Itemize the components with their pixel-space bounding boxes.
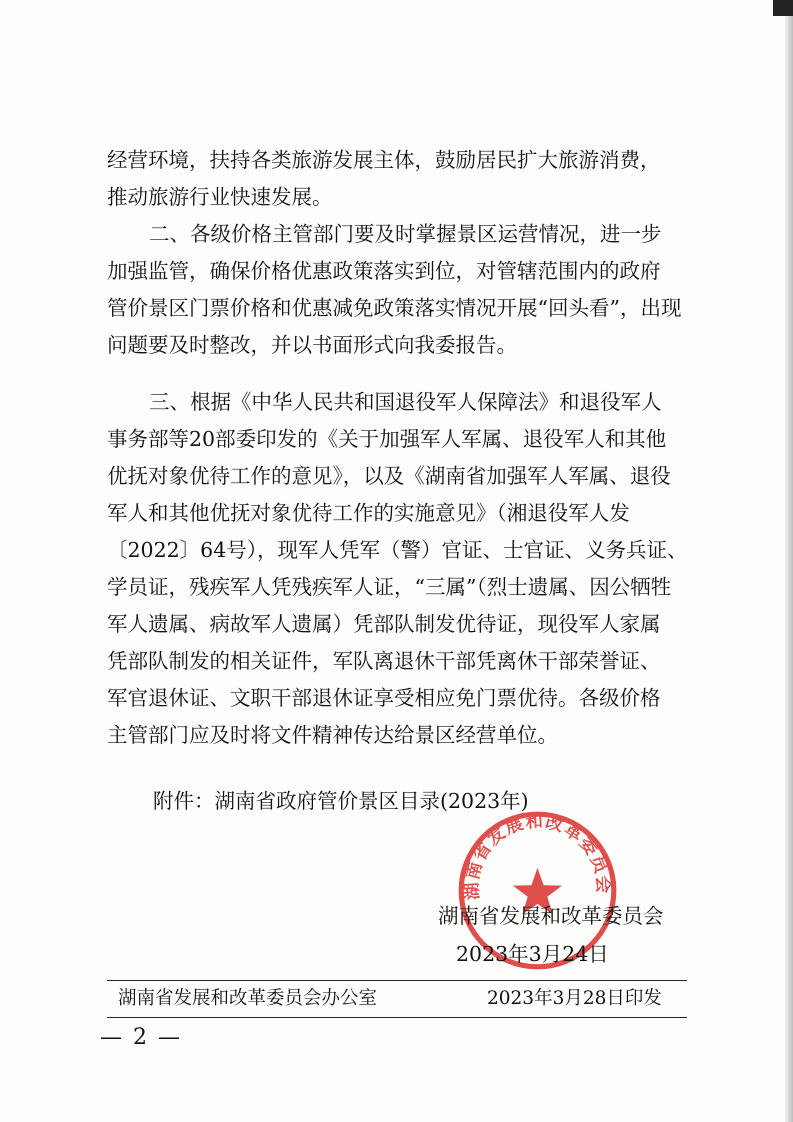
paragraph-line: 优抚对象优待工作的意见》，以及《湖南省加强军人军属、退役 xyxy=(107,464,671,488)
paragraph-line: 主管部门应及时将文件精神传达给景区经营单位。 xyxy=(107,723,558,747)
paragraph-line: 军人遗属、病故军人遗属）凭部队制发优待证，现役军人家属 xyxy=(107,612,661,636)
scan-edge xyxy=(785,0,793,1122)
signature-block xyxy=(438,897,664,973)
signature-date: 2023年3月24日 xyxy=(456,942,609,966)
svg-text:湖南省发展和改革委员会: 湖南省发展和改革委员会 xyxy=(462,811,613,901)
footer-divider xyxy=(107,1017,687,1018)
paragraph-line: 管价景区门票价格和优惠减免政策落实情况开展“回头看”，出现 xyxy=(107,296,682,320)
paragraph-line: 推动旅游行业快速发展。 xyxy=(107,185,333,209)
body-text xyxy=(107,142,687,754)
paragraph-line: 经营环境，扶持各类旅游发展主体，鼓励居民扩大旅游消费， xyxy=(107,148,661,172)
paragraph-line: 三、根据《中华人民共和国退役军人保障法》和退役军人 xyxy=(149,390,662,414)
paragraph-line: 学员证，残疾军人凭残疾军人证，“三属”（烈士遗属、因公牺牲 xyxy=(107,575,672,599)
paragraph-line: 问题要及时整改，并以书面形式向我委报告。 xyxy=(107,333,517,357)
attachment-note: 附件：湖南省政府管价景区目录(2023年) xyxy=(153,789,529,813)
footer-print-date: 2023年3月28日印发 xyxy=(487,988,662,1009)
scan-corner xyxy=(773,0,793,16)
footer-issuer: 湖南省发展和改革委员会办公室 xyxy=(118,988,378,1009)
page-number: — 2 — xyxy=(100,1025,182,1050)
paragraph-line: 加强监管，确保价格优惠政策落实到位，对管辖范围内的政府 xyxy=(107,259,661,283)
paragraph-line: 事务部等20部委印发的《关于加强军人军属、退役军人和其他 xyxy=(107,427,667,451)
paragraph-line: 凭部队制发的相关证件，军队离退休干部凭离休干部荣誉证、 xyxy=(107,649,661,673)
paragraph-line: 二、各级价格主管部门要及时掌握景区运营情况，进一步 xyxy=(149,222,662,246)
paragraph-line: 军官退休证、文职干部退休证享受相应免门票优待。各级价格 xyxy=(107,686,661,710)
signature-org: 湖南省发展和改革委员会 xyxy=(438,904,664,928)
footer-divider xyxy=(107,980,687,981)
paragraph-line: 〔2022〕64号），现军人凭军（警）官证、士官证、义务兵证、 xyxy=(107,538,688,562)
paragraph-line: 军人和其他优抚对象优待工作的实施意见》（湘退役军人发 xyxy=(107,501,630,525)
